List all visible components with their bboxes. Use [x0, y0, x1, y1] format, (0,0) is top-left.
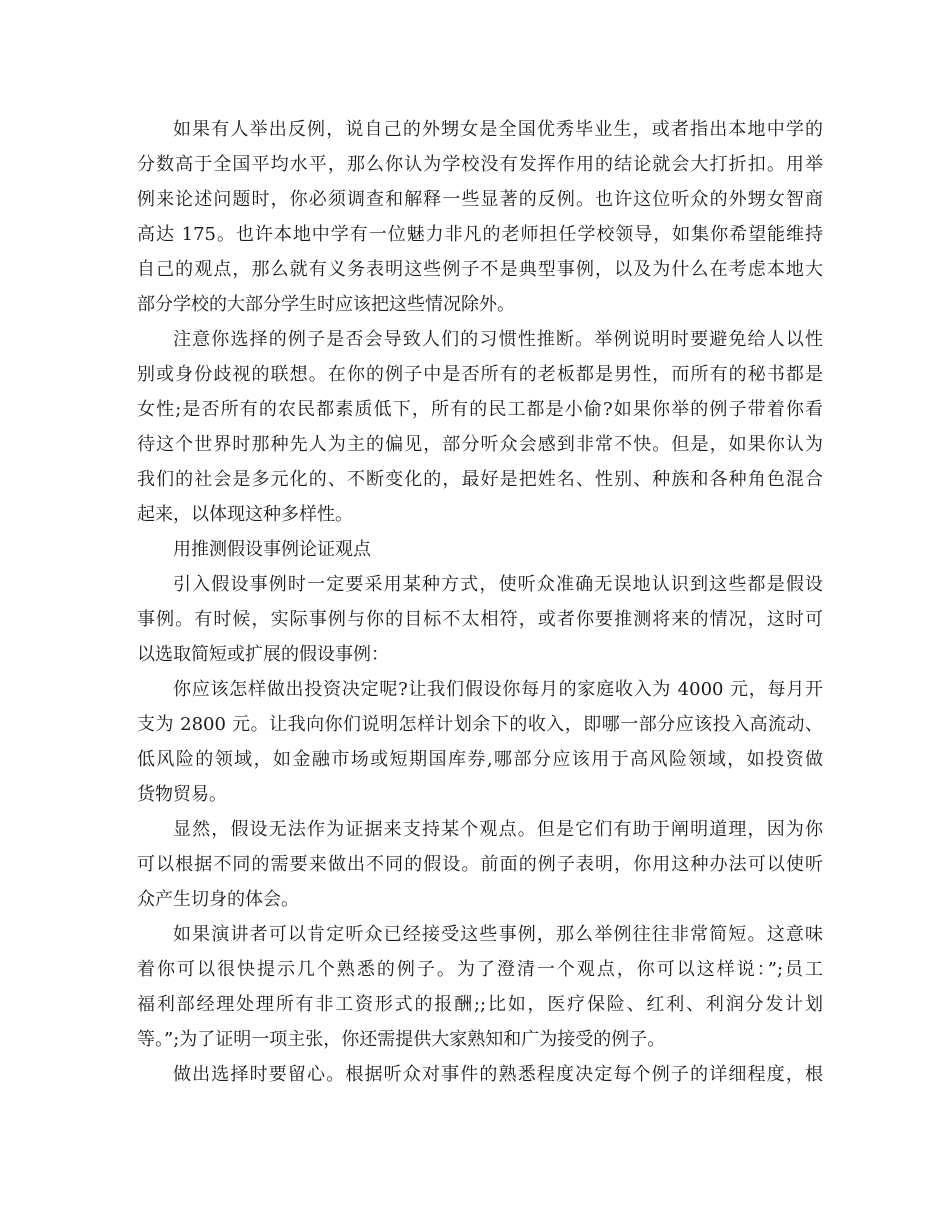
text-line: 事例。有时候，实际事例与你的目标不太相符，或者你要推测将来的情况，这时可 [137, 609, 823, 630]
text-line: 低风险的领域，如金融市场或短期国库券,哪部分应该用于高风险领域，如投资做 [137, 749, 823, 770]
paragraph-choose-carefully [137, 1057, 823, 1092]
text-line: 你应该怎样做出投资决定呢?让我们假设你每月的家庭收入为 4000 元，每月开 [173, 679, 823, 700]
paragraph-counterexample [137, 112, 823, 322]
text-line: 如果演讲者可以肯定听众已经接受这些事例，那么举例往往非常简短。这意味 [173, 924, 823, 945]
paragraph-familiar-examples [137, 917, 823, 1057]
paragraph-stereotype [137, 322, 823, 532]
paragraph-hypothesis-limits [137, 812, 823, 917]
document-body [137, 112, 823, 1092]
text-line: 自己的观点，那么就有义务表明这些例子不是典型事例，以及为什么在考虑本地大 [137, 259, 823, 280]
text-line: 起来，以体现这种多样性。 [137, 504, 353, 525]
paragraph-hypothetical-intro [137, 567, 823, 672]
paragraph-investment-example [137, 672, 823, 812]
text-line: 支为 2800 元。让我向你们说明怎样计划余下的收入，即哪一部分应该投入高流动、 [137, 714, 823, 735]
text-line: 分数高于全国平均水平，那么你认为学校没有发挥作用的结论就会大打折扣。用举 [137, 154, 823, 175]
heading-text: 用推测假设事例论证观点 [173, 539, 371, 560]
text-line: 例来论述问题时，你必须调查和解释一些显著的反例。也许这位听众的外甥女智商 [137, 189, 823, 210]
text-line: 如果有人举出反例，说自己的外甥女是全国优秀毕业生，或者指出本地中学的 [173, 119, 823, 140]
text-line: 可以根据不同的需要来做出不同的假设。前面的例子表明，你用这种办法可以使听 [137, 854, 823, 875]
text-line: 部分学校的大部分学生时应该把这些情况除外。 [137, 294, 515, 315]
text-line: 等。”;为了证明一项主张，你还需提供大家熟知和广为接受的例子。 [137, 1029, 666, 1050]
text-line: 我们的社会是多元化的、不断变化的，最好是把姓名、性别、种族和各种角色混合 [137, 469, 823, 490]
section-heading [137, 532, 823, 567]
text-line: 着你可以很快提示几个熟悉的例子。为了澄清一个观点，你可以这样说：”;员工 [137, 959, 823, 980]
text-line: 待这个世界时那种先人为主的偏见，部分听众会感到非常不快。但是，如果你认为 [137, 434, 823, 455]
text-line: 众产生切身的体会。 [137, 889, 299, 910]
text-line: 注意你选择的例子是否会导致人们的习惯性推断。举例说明时要避免给人以性 [173, 329, 823, 350]
text-line: 女性;是否所有的农民都素质低下，所有的民工都是小偷?如果你举的例子带着你看 [137, 399, 823, 420]
text-line: 引入假设事例时一定要采用某种方式，使听众准确无误地认识到这些都是假设 [173, 574, 823, 595]
text-line: 显然，假设无法作为证据来支持某个观点。但是它们有助于阐明道理，因为你 [173, 819, 823, 840]
text-line: 做出选择时要留心。根据听众对事件的熟悉程度决定每个例子的详细程度，根 [173, 1064, 823, 1085]
text-line: 高达 175。也许本地中学有一位魅力非凡的老师担任学校领导，如集你希望能维持 [137, 224, 823, 245]
text-line: 货物贸易。 [137, 784, 227, 805]
text-line: 别或身份歧视的联想。在你的例子中是否所有的老板都是男性，而所有的秘书都是 [137, 364, 823, 385]
text-line: 以选取简短或扩展的假设事例： [137, 644, 389, 665]
text-line: 福利部经理处理所有非工资形式的报酬;;比如，医疗保险、红利、利润分发计划 [137, 994, 823, 1015]
